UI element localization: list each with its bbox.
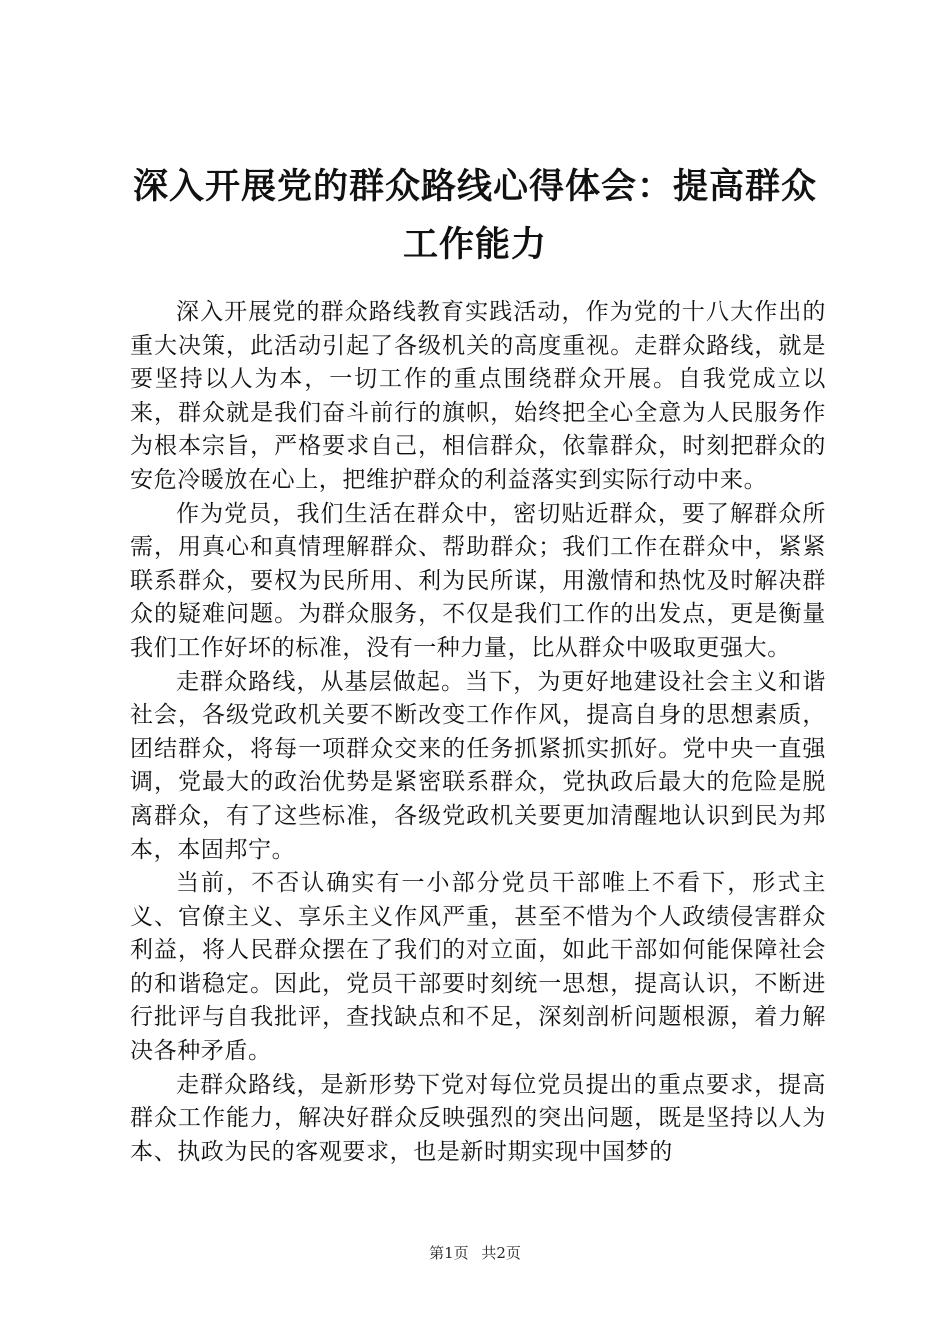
paragraph-3: 走群众路线，从基层做起。当下，为更好地建设社会主义和谐社会，各级党政机关要不断改变工作作风，提高自身的思想素质，团结群众，将每一项群众交来的任务抓紧抓实抓好。党中央一直强调，党最大的政治优势是紧密联系群众，党执政后最大的危险是脱离群众，有了这些标准，各级党政机关要更加清醒地认识到民为邦本，本固邦宁。 [130,668,826,863]
paragraph-1: 深入开展党的群众路线教育实践活动，作为党的十八大作出的重大决策，此活动引起了各级机关的高度重视。走群众路线，就是要坚持以人为本，一切工作的重点围绕群众开展。自我党成立以来，群众就是我们奋斗前行的旗帜，始终把全心全意为人民服务作为根本宗旨，严格要求自己，相信群众，依靠群众，时刻把群众的安危冷暖放在心上，把维护群众的利益落实到实际行动中来。 [130,299,826,493]
paragraph-5: 走群众路线，是新形势下党对每位党员提出的重点要求，提高群众工作能力，解决好群众反映强烈的突出问题，既是坚持以人为本、执政为民的客观要求，也是新时期实现中国梦的 [130,1071,826,1165]
paragraph-2: 作为党员，我们生活在群众中，密切贴近群众，要了解群众所需，用真心和真情理解群众、帮助群众；我们工作在群众中，紧紧联系群众，要权为民所用、利为民所谋，用激情和热忱及时解决群众的疑难问题。为群众服务，不仅是我们工作的出发点，更是衡量我们工作好坏的标准，没有一种力量，比从群众中吸取更强大。 [130,500,826,661]
paragraph-4: 当前，不否认确实有一小部分党员干部唯上不看下，形式主义、官僚主义、享乐主义作风严重，甚至不惜为个人政绩侵害群众利益，将人民群众摆在了我们的对立面，如此干部如何能保障社会的和谐稳定。因此，党员干部要时刻统一思想，提高认识，不断进行批评与自我批评，查找缺点和不足，深刻剖析问题根源，着力解决各种矛盾。 [130,870,826,1065]
current-page-number: 第1页 [429,1244,469,1262]
document-title: 深入开展党的群众路线心得体会：提高群众工作能力 [132,166,817,265]
total-page-count: 共2页 [481,1244,521,1262]
document-body [130,296,826,1169]
page-footer [0,1242,950,1263]
